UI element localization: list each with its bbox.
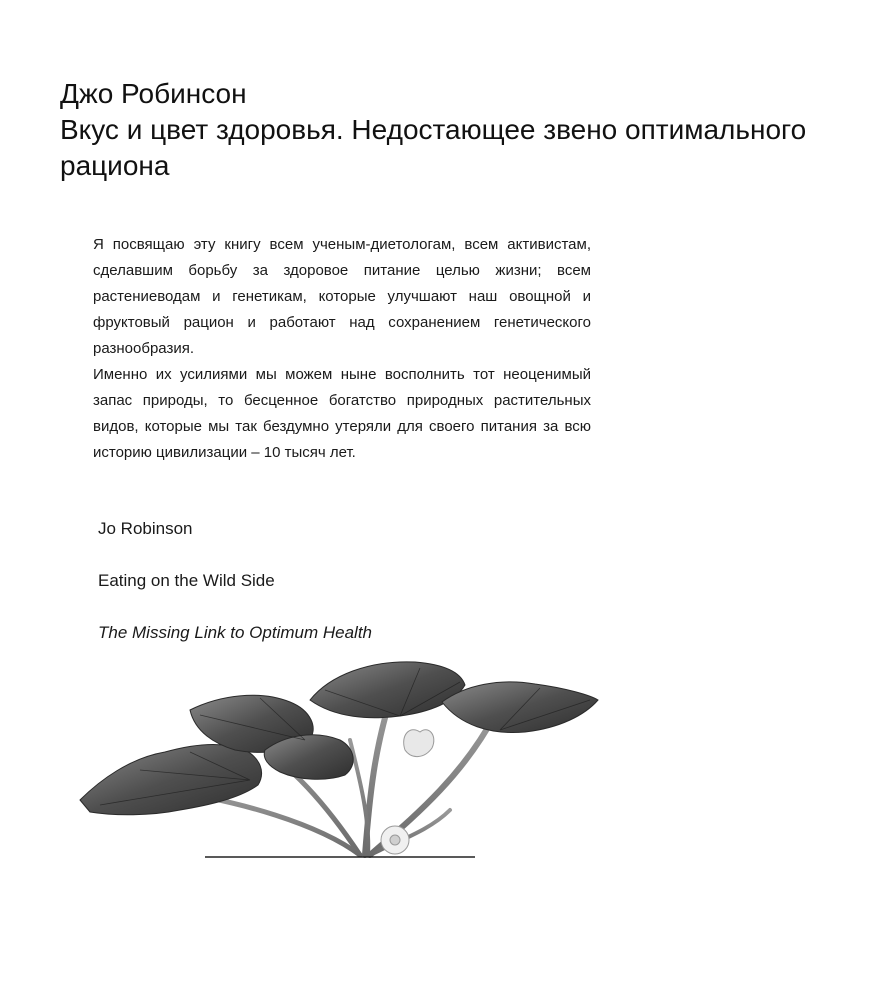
dedication-paragraph-1: Я посвящаю эту книгу всем ученым-диетологам, всем активистам, сделавшим борьбу за здоровое питание целью жизни; всем растениеводам и генетикам, которые улучшают наш овощной и фруктовый рацион и работают над сохранением генетического разнообразия. — [93, 236, 591, 357]
book-title-continued: рациона — [60, 150, 170, 181]
leaf-right — [442, 682, 598, 733]
book-title: Вкус и цвет здоровья. Недостающее звено оптимального — [60, 114, 807, 145]
original-subtitle: The Missing Link to Optimum Health — [98, 623, 372, 642]
author-name: Джо Робинсон — [60, 78, 247, 109]
squash-plant-illustration-icon — [70, 640, 610, 865]
squash-flower-bottom — [381, 826, 409, 854]
dedication — [93, 232, 591, 466]
squash-flower-top — [404, 730, 434, 757]
dedication-paragraph-2: Именно их усилиями мы можем ныне восполнить тот неоценимый запас природы, то бесценное богатство природных растительных видов, которые мы так бездумно утеряли для своего питания за всю историю цивилизации – 10 тысяч лет. — [93, 366, 591, 461]
book-header — [60, 76, 870, 184]
original-author: Jo Robinson — [98, 519, 193, 538]
leaf-top-center — [310, 662, 465, 718]
original-title: Eating on the Wild Side — [98, 571, 275, 590]
